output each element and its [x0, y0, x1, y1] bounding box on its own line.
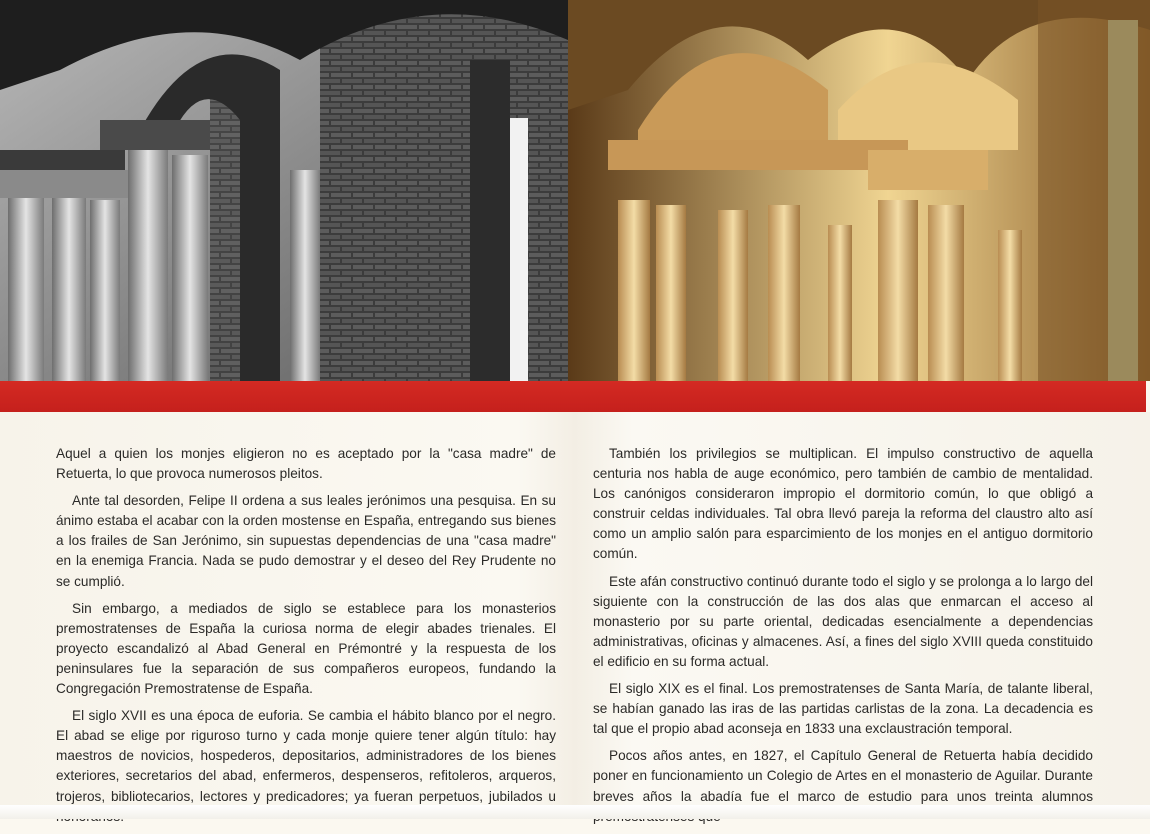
cloister-bw-photo — [0, 0, 568, 381]
paragraph: Sin embargo, a mediados de siglo se establece para los monasterios premostratenses de España la curiosa norma de elegir abades trienales. El proyecto escandalizó al Abad General en Prémontré y la respuesta de los peninsulares fue la separación de sus compañeros europeos, fundando la Congregación Premostratense de España. — [56, 600, 556, 697]
page-bottom-edge — [0, 805, 1150, 819]
paragraph: Este afán constructivo continuó durante todo el siglo y se prolonga a lo largo del siguiente con la construcción de las dos alas que enmarcan el acceso al monasterio por su parte oriental, dedicadas esencialmente a dependencias administrativas, oficinas y almacenes. Así, a fines del siglo XVIII queda constituido el edificio en su forma actual. — [593, 573, 1093, 669]
paragraph: El siglo XVII es una época de euforia. Se cambia el hábito blanco por el negro. El abad se elige por riguroso turno y cada monje quiere tener algún título: hay maestros de novicios, hospederos, depositarios, administradores de los bienes exteriores, secretarios del abad, enfermeros, despenseros, refitoleros, arqueros, trojeros, bibliotecarios, lectores y predicadores; ya fueran perpetuos, jubilados u — [56, 708, 556, 804]
paragraph: Aquel a quien los monjes eligieron no es aceptado por la "casa madre" de Retuerta, lo que provoca numerosos pleitos. — [56, 446, 556, 482]
paragraph: También los privilegios se multiplican. El impulso constructivo de aquella centuria nos habla de auge económico, pero también de cambio de mentalidad. Los canónigos consideraron impropio el dormitorio común, lo que obligó a construir celdas individuales. Tal obra llevó pareja la reforma del claustro alto así como un amplio salón para esparcimiento de los monjes en el antiguo dormitorio común. — [593, 446, 1093, 562]
header-photos — [0, 0, 1150, 381]
cloister-color-photo — [568, 0, 1150, 381]
red-accent-band — [0, 381, 1146, 412]
paragraph: El siglo XIX es el final. Los premostratenses de Santa María, de talante liberal, se habían ganado las iras de las partidas carlistas de la zona. La decadencia es tal que el propio abad aconseja en 1833 una exclaustración temporal. — [593, 681, 1093, 737]
paragraph: Ante tal desorden, Felipe II ordena a sus leales jerónimos una pesquisa. En su ánimo estaba el acabar con la orden mostense en España, entregando sus bienes a los frailes de San Jerónimo, sin supuestas dependencias de una "casa madre" en la enemiga Francia. Nada se pudo demostrar y el deseo del Rey Prudente no se cumplió. — [56, 493, 556, 589]
paragraph: Pocos años antes, en 1827, el Capítulo General de Retuerta había decidido poner en funcionamiento un Colegio de Artes en el monasterio de Aguilar. Durante breves años la abadía fue el marco de estudio para unos treinta alumnos — [593, 748, 1093, 804]
text-column-right — [593, 444, 1093, 834]
text-column-left — [56, 444, 556, 834]
